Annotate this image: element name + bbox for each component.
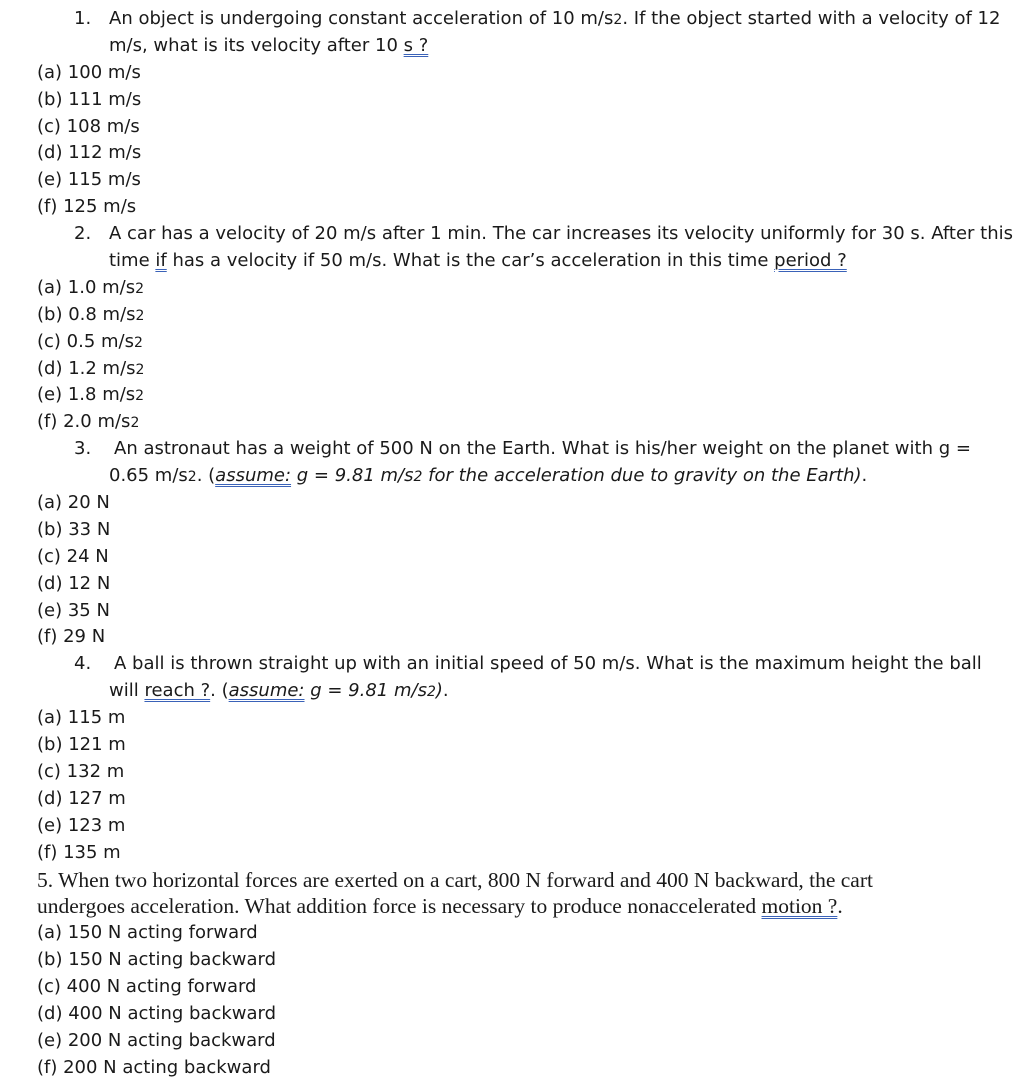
question-5-option: (d) 400 N acting backward xyxy=(37,1002,277,1024)
question-1-number: 1. xyxy=(74,8,92,29)
question-2-underlined-if: if xyxy=(155,250,167,272)
question-1-underlined: s ? xyxy=(403,34,429,56)
question-2-option xyxy=(0,382,1020,409)
question-1-option: (d) 112 m/s xyxy=(37,142,142,164)
question-4-option: (e) 123 m xyxy=(37,814,126,836)
question-2-option xyxy=(0,275,1020,302)
question-2-underlined-period: period ? xyxy=(774,250,847,272)
question-3-text-2e: . xyxy=(861,465,868,487)
option-exponent: 2 xyxy=(135,388,145,405)
question-4-text-2e: . xyxy=(442,680,449,702)
question-3-option: (f) 29 N xyxy=(37,626,106,648)
question-4-text: A ball is thrown straight up with an initial speed of 50 m/s. What is the maximum height the ball xyxy=(114,653,982,675)
question-2-line-2 xyxy=(0,248,1020,275)
question-1-line-2 xyxy=(0,33,1020,60)
option-text: (a) 1.0 m/s xyxy=(37,276,136,298)
question-4-number: 4. xyxy=(74,653,92,675)
question-1-line-1 xyxy=(0,6,1020,33)
question-4-text-2a: will xyxy=(109,680,145,702)
question-5-option: (b) 150 N acting backward xyxy=(37,949,277,971)
question-5-option: (c) 400 N acting forward xyxy=(37,976,257,998)
question-3-exponent: 2 xyxy=(187,469,197,486)
option-text: (b) 0.8 m/s xyxy=(37,303,136,325)
question-3-underlined-assume: assume: xyxy=(215,465,292,487)
question-3-number: 3. xyxy=(74,438,92,460)
question-2-line-1 xyxy=(0,221,1020,248)
option-exponent: 2 xyxy=(130,415,140,432)
question-2-option xyxy=(0,329,1020,356)
question-4-exponent: 2 xyxy=(426,684,436,701)
option-exponent: 2 xyxy=(135,307,145,324)
question-3-option: (b) 33 N xyxy=(37,518,111,540)
option-text: (d) 1.2 m/s xyxy=(37,357,136,379)
question-1-option: (a) 100 m/s xyxy=(37,61,141,83)
question-5-option: (e) 200 N acting backward xyxy=(37,1029,276,1051)
option-text: (e) 1.8 m/s xyxy=(37,384,136,406)
question-1-exponent: 2 xyxy=(613,12,623,28)
question-3-line-1 xyxy=(0,436,1020,463)
question-1-text-2: m/s, what is its velocity after 10 xyxy=(109,34,404,56)
question-1-text: An object is undergoing constant acceleration of 10 m/s xyxy=(109,8,614,29)
option-exponent: 2 xyxy=(134,334,143,351)
question-4-option: (c) 132 m xyxy=(37,760,125,782)
question-4-underlined-assume: assume: xyxy=(228,680,305,702)
question-5-underlined-motion: motion ? xyxy=(761,894,838,919)
question-2-option xyxy=(0,356,1020,383)
question-1-option: (e) 115 m/s xyxy=(37,169,141,191)
question-3-text-2b: . ( xyxy=(196,465,216,487)
question-5-text-2a: undergoes acceleration. What addition force is necessary to produce nonaccelerated xyxy=(37,894,762,919)
option-exponent: 2 xyxy=(135,280,145,297)
question-4-text-2c: g = 9.81 m/s xyxy=(304,680,427,702)
question-4-line-2 xyxy=(0,678,1020,705)
question-2-text-2b: has a velocity if 50 m/s. What is the car’s acceleration in this time xyxy=(166,250,775,272)
question-3-option: (c) 24 N xyxy=(37,545,109,567)
option-text: (f) 2.0 m/s xyxy=(37,411,131,433)
question-3-option: (d) 12 N xyxy=(37,572,111,594)
question-3-text-2d: for the acceleration due to gravity on the Earth) xyxy=(422,465,862,487)
document-page xyxy=(0,6,1020,1082)
question-3-text-2a: 0.65 m/s xyxy=(109,465,188,487)
question-3-line-2 xyxy=(0,463,1020,490)
option-exponent: 2 xyxy=(135,361,145,378)
question-4-text-2d: ) xyxy=(435,680,443,702)
question-4-option: (a) 115 m xyxy=(37,707,126,729)
question-4-line-1 xyxy=(0,651,1020,678)
option-text: (c) 0.5 m/s xyxy=(37,330,134,352)
question-3-text: An astronaut has a weight of 500 N on the Earth. What is his/her weight on the planet with g = xyxy=(114,438,971,460)
question-3-option: (e) 35 N xyxy=(37,599,110,621)
question-1-option: (f) 125 m/s xyxy=(37,196,137,218)
question-4-option: (d) 127 m xyxy=(37,787,126,809)
question-5-text-2b: . xyxy=(837,894,843,919)
question-4-option: (f) 135 m xyxy=(37,841,121,863)
question-2-option xyxy=(0,302,1020,329)
question-3-exponent-2: 2 xyxy=(413,469,423,486)
question-1-option: (c) 108 m/s xyxy=(37,115,140,137)
question-3-text-2c: g = 9.81 m/s xyxy=(291,465,414,487)
question-4-underlined-reach: reach ? xyxy=(144,680,211,702)
question-2-option xyxy=(0,409,1020,436)
question-4-text-2b: . ( xyxy=(210,680,229,702)
question-5-line-2 xyxy=(0,893,1020,920)
question-5-option: (a) 150 N acting forward xyxy=(37,922,258,944)
question-1-option: (b) 111 m/s xyxy=(37,88,142,110)
question-5-option: (f) 200 N acting backward xyxy=(37,1056,271,1078)
question-5-line-1: 5. When two horizontal forces are exerted on a cart, 800 N forward and 400 N backward, the cart xyxy=(37,867,873,892)
question-2-number: 2. xyxy=(74,223,92,245)
question-4-option: (b) 121 m xyxy=(37,734,126,756)
question-2-text-2a: time xyxy=(109,250,156,272)
question-2-text: A car has a velocity of 20 m/s after 1 min. The car increases its velocity uniformly for 30 s. After this xyxy=(109,223,1014,245)
question-3-option: (a) 20 N xyxy=(37,492,110,514)
question-1-text-end: . If the object started with a velocity of 12 xyxy=(622,8,1001,29)
